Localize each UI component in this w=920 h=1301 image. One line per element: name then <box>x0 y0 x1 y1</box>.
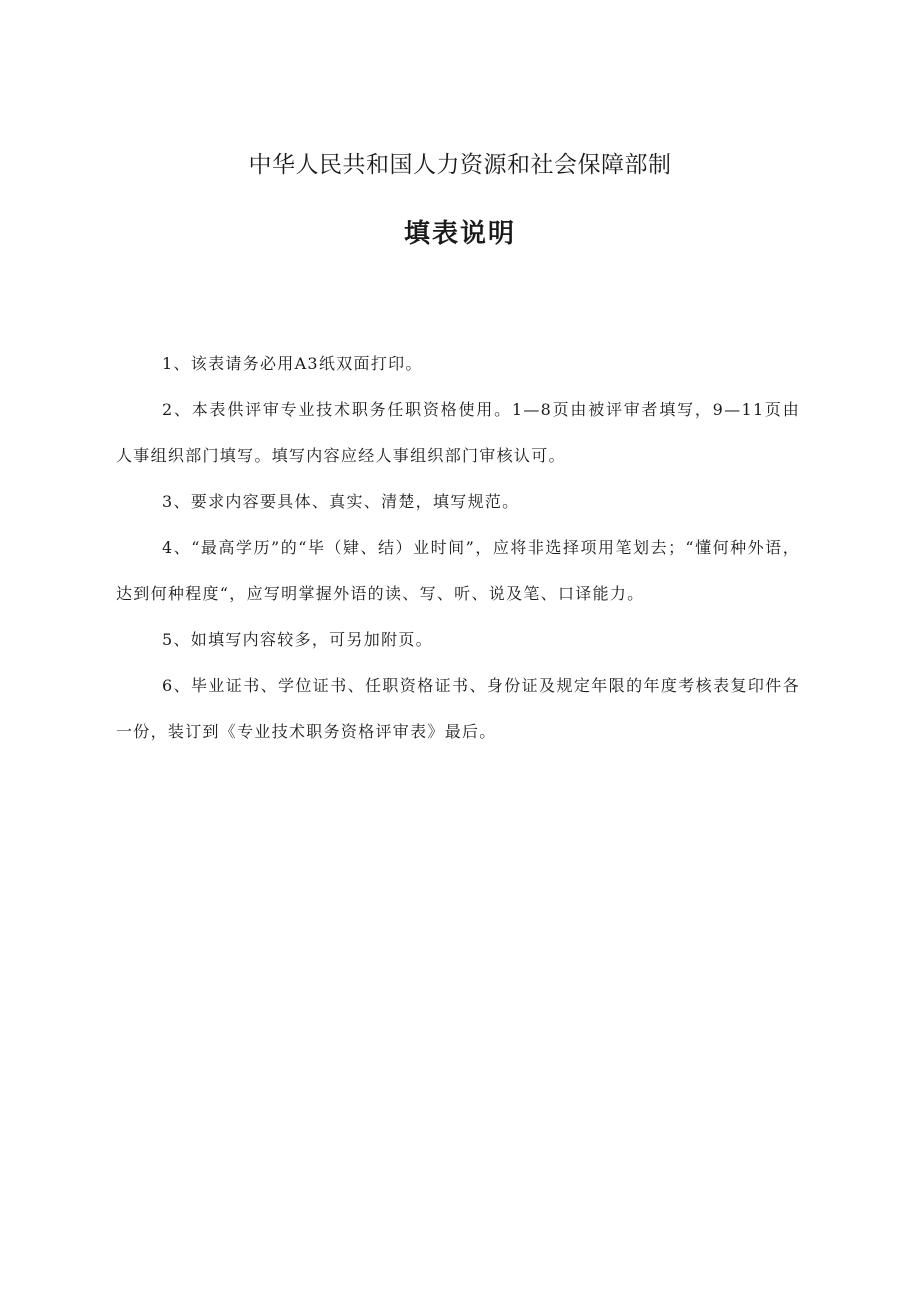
instruction-item: 1、该表请务必用A3纸双面打印。 <box>162 354 423 373</box>
instruction-item: 5、如填写内容较多，可另加附页。 <box>162 630 433 649</box>
instruction-item: 2、本表供评审专业技术职务任职资格使用。1—8页由被评审者填写，9—11页由人事组织部门填写。填写内容应经人事组织部门审核认可。 <box>116 400 800 465</box>
instruction-list <box>116 341 800 755</box>
instruction-item: 6、毕业证书、学位证书、任职资格证书、身份证及规定年限的年度考核表复印件各一份，装订到《专业技术职务资格评审表》最后。 <box>116 676 800 741</box>
issuer-line: 中华人民共和国人力资源和社会保障部制 <box>248 152 672 178</box>
instruction-item: 4、“最高学历”的“毕（肄、结）业时间”，应将非选择项用笔划去；“懂何种外语，达到何种程度“，应写明掌握外语的读、写、听、说及笔、口译能力。 <box>116 538 800 603</box>
document-title: 填表说明 <box>403 219 516 249</box>
instruction-item: 3、要求内容要具体、真实、清楚，填写规范。 <box>162 492 520 511</box>
